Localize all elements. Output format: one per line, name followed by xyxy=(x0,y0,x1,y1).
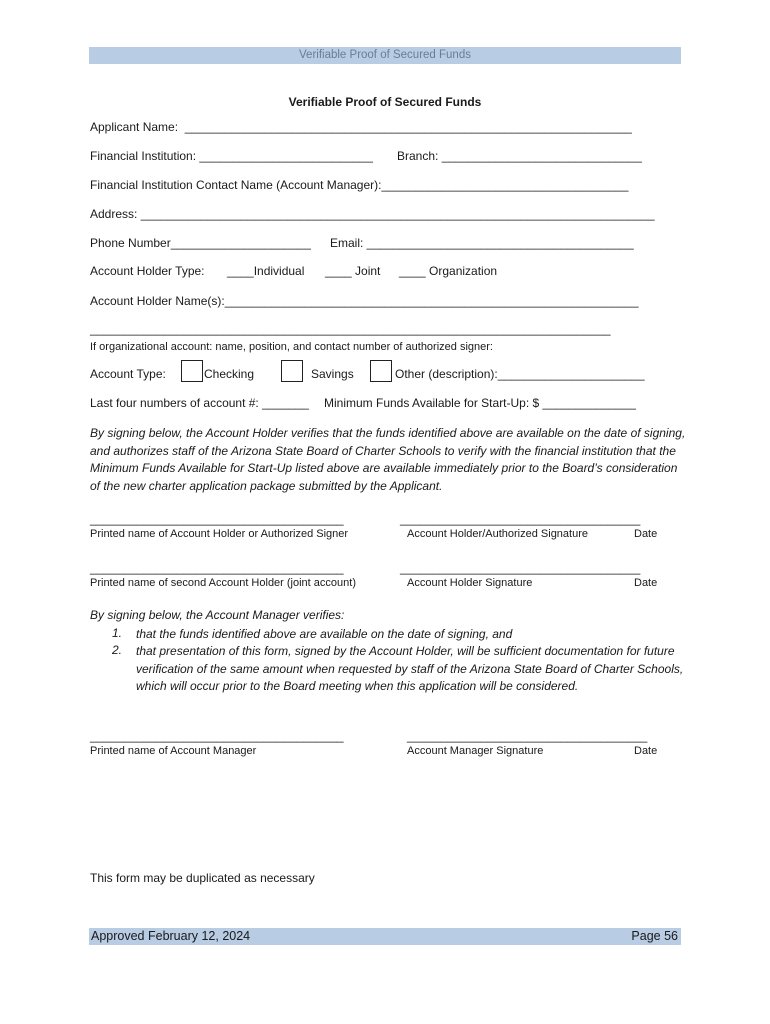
page-number: Page 56 xyxy=(631,929,678,943)
manager-date-label: Date xyxy=(634,745,658,757)
duplication-note: This form may be duplicated as necessary xyxy=(90,871,315,885)
manager-item-1: that the funds identified above are available on the date of signing, and xyxy=(136,627,513,641)
address-field[interactable]: Address: _____________________________________________________________________________ xyxy=(90,207,655,221)
manager-item-2: that presentation of this form, signed by the Account Holder, will be sufficient documentation for future verification of the same amount when requested by staff of the Arizona State Board of Charter Schools, which will occur prior to the Board meeting when this application will be considered. xyxy=(136,644,684,694)
second-signature-label: Account Holder Signature xyxy=(407,577,533,589)
last-four-field[interactable]: Last four numbers of account #: _______ xyxy=(90,396,309,410)
holder-statement: By signing below, the Account Holder verifies that the funds identified above are available on the date of signing, and authorizes staff of the Arizona State Board of Charter Schools to verify with the financial institution that the Minimum Funds Available for Start-Up listed above are available immediately prior to the Board’s consideration of the new charter application package submitted by the Applicant. xyxy=(90,426,686,493)
manager-item-1-number: 1. xyxy=(112,626,123,640)
second-signature-line[interactable]: ____________________________________ xyxy=(400,561,641,575)
type-joint-option[interactable]: ____ Joint xyxy=(325,264,381,278)
type-individual-option[interactable]: ____Individual xyxy=(227,264,305,278)
min-funds-field[interactable]: Minimum Funds Available for Start-Up: $ ______________ xyxy=(324,396,636,410)
type-organization-option[interactable]: ____ Organization xyxy=(399,264,498,278)
financial-institution-field[interactable]: Financial Institution: __________________________ xyxy=(90,149,373,163)
manager-signature-line[interactable]: ____________________________________ xyxy=(407,729,648,743)
manager-signature-label: Account Manager Signature xyxy=(407,745,544,757)
printed-manager-label: Printed name of Account Manager xyxy=(90,745,257,757)
contact-name-field[interactable]: Financial Institution Contact Name (Account Manager):_____________________________________ xyxy=(90,178,629,192)
account-type-label: Account Type: xyxy=(90,367,166,381)
header-bar xyxy=(89,47,681,64)
savings-label: Savings xyxy=(311,367,354,381)
organization-note: If organizational account: name, position, and contact number of authorized signer: xyxy=(90,341,493,353)
printed-holder-label: Printed name of Account Holder or Authorized Signer xyxy=(90,528,349,540)
account-holder-names-line-2[interactable]: ______________________________________________________________________________ xyxy=(90,322,611,336)
manager-statement-intro: By signing below, the Account Manager verifies: xyxy=(90,608,345,622)
printed-second-line[interactable]: ______________________________________ xyxy=(90,561,344,575)
holder-signature-line[interactable]: ____________________________________ xyxy=(400,512,641,526)
header-title: Verifiable Proof of Secured Funds xyxy=(299,49,471,61)
account-holder-names-field[interactable]: Account Holder Name(s):______________________________________________________________ xyxy=(90,294,639,308)
savings-checkbox[interactable] xyxy=(281,360,303,382)
printed-manager-line[interactable]: ______________________________________ xyxy=(90,729,344,743)
manager-item-2-number: 2. xyxy=(112,643,123,657)
approved-date: Approved February 12, 2024 xyxy=(91,929,251,943)
holder-date-label: Date xyxy=(634,528,658,540)
second-date-label: Date xyxy=(634,577,658,589)
footer-bar xyxy=(89,928,681,945)
checking-checkbox[interactable] xyxy=(181,360,203,382)
applicant-name-field[interactable]: Applicant Name: ___________________________________________________________________ xyxy=(90,120,632,134)
checking-label: Checking xyxy=(204,367,255,381)
printed-holder-line[interactable]: ______________________________________ xyxy=(90,512,344,526)
form-title: Verifiable Proof of Secured Funds xyxy=(288,95,482,109)
other-description-field[interactable]: Other (description):______________________ xyxy=(395,367,645,381)
phone-field[interactable]: Phone Number_____________________ xyxy=(90,236,311,250)
email-field[interactable]: Email: ________________________________________ xyxy=(330,236,634,250)
holder-signature-label: Account Holder/Authorized Signature xyxy=(407,528,588,540)
printed-second-label: Printed name of second Account Holder (joint account) xyxy=(90,577,356,589)
other-checkbox[interactable] xyxy=(370,360,392,382)
branch-field[interactable]: Branch: ______________________________ xyxy=(397,149,642,163)
account-holder-type-label: Account Holder Type: xyxy=(90,264,205,278)
